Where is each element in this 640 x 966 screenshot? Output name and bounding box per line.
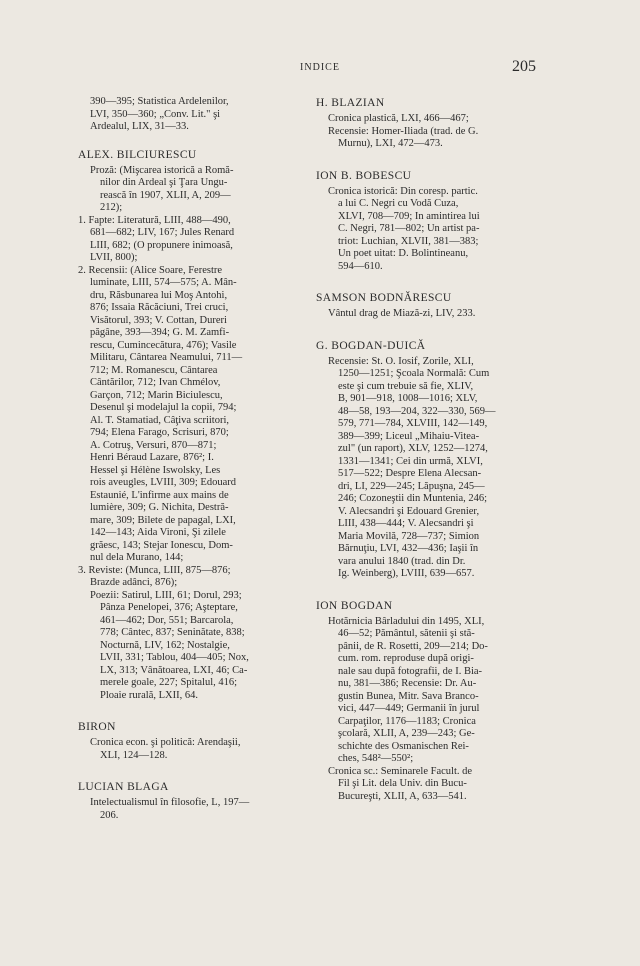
entry-line: 1331—1341; Cei din urmă, XLVI, [338,455,483,467]
entry-line: Ardealul, LIX, 31—33. [90,121,189,132]
entry-line: Hessel şi Hélène Iswolsky, Les [90,464,221,476]
entry-line: B, 901—918, 1008—1016; XLV, [338,393,478,404]
entry-line: este şi cum trebuie să fie, XLIV, [338,380,474,392]
entry-line: 3. Reviste: (Munca, LIII, 875—876; [78,564,231,576]
entry-line: nu, 381—386; Recensie: Dr. Au- [338,678,477,689]
entry-line: XLI, 124—128. [100,749,168,761]
entry-line: vara anului 1840 (trad. din Dr. [338,555,466,567]
index-entry [316,339,540,581]
running-header-title: INDICE [300,62,340,73]
entry-line: Poezii: Satirul, LIII, 61; Dorul, 293; [90,589,242,601]
entry-line: 681—682; LIV, 167; Jules Renard [90,227,235,238]
entry-line: Ig. Weinberg), LVIII, 639—657. [338,568,475,579]
entry-line: 389—399; Liceul „Mihaiu-Vitea- [338,430,480,442]
entry-line: şcolară, XLII, A, 239—243; Ge- [338,728,475,739]
entry-line: Fil şi Lit. dela Univ. din Bucu- [338,778,467,789]
entry-line: cum. rom. reproduse după origi- [338,653,474,664]
entry-line: 48—58, 193—204, 322—330, 569— [338,405,496,417]
index-entry [78,148,306,703]
author-name: BIRON [78,721,116,733]
author-name: G. BOGDAN-DUICĂ [316,339,426,352]
entry-line: Nocturnă, LIV, 162; Nostalgie, [100,639,230,651]
entry-line: A. Cotruş, Versuri, 870—871; [90,439,217,451]
entry-line: Pânza Penelopei, 376; Aşteptare, [100,602,238,613]
entry-line: nale sau după fotografii, de I. Bia- [338,665,483,677]
entry-line: LIII, 682; (O propunere inimoasă, [90,239,233,251]
entry-line: 212); [100,202,123,213]
entry-line: Carpaţilor, 1176—1183; Cronica [338,715,476,727]
index-entry [78,720,306,762]
entry-line: 1250—1251; Şcoala Normală: Cum [338,368,490,379]
right-column [316,96,540,803]
entry-line: XLVI, 708—709; In amintirea lui [338,210,480,222]
entry-line: Cronica sc.: Seminarele Facult. de [328,765,473,777]
entry-line: a lui C. Negri cu Vodă Cuza, [338,198,459,209]
index-entry [316,96,540,151]
entry-line: nilor din Ardeal şi Ţara Ungu- [100,177,228,188]
entry-line: merele goale, 227; Spitalul, 416; [100,677,238,688]
author-name: SAMSON BODNĂRESCU [316,292,452,304]
entry-line: pânii, de R. Rosetti, 209—214; Do- [338,640,488,652]
author-name: LUCIAN BLAGA [78,781,169,793]
index-entry [316,291,540,321]
entry-line: 594—610. [338,260,383,272]
entry-line: rescu, Cumincecătura, 476); Vasile [90,339,237,351]
continued-entry [78,96,306,134]
entry-line: Henri Béraud Lazare, 876²; I. [90,452,214,463]
entry-line: Maria Movilă, 728—737; Simion [338,530,480,542]
entry-line: zul" (un raport), XLV, 1252—1274, [338,443,488,454]
entry-line: 1. Fapte: Literatură, LIII, 488—490, [78,214,231,226]
entry-line: luminate, LIII, 574—575; A. Mân- [90,277,237,288]
entry-line: 46—52; Pământul, sătenii şi stă- [338,628,475,639]
entry-line: Cântărilor, 712; Ivan Chmélov, [90,377,221,388]
entry-line: schichte des Osmanischen Rei- [338,740,469,752]
entry-line: LVII, 800); [90,252,138,263]
author-name: H. BLAZIAN [316,97,385,109]
author-name: ION BOGDAN [316,599,393,612]
entry-line: Un poet uitat: D. Bolintineanu, [338,248,469,259]
entry-line: grăesc, 143; Stejar Ionescu, Dom- [90,539,233,551]
entry-line: Recensie: St. O. Iosif, Zorile, XLI, [328,355,474,367]
entry-line: Murnu), LXI, 472—473. [338,138,443,149]
entry-line: dru, Răsbunarea lui Moş Antohi, [90,289,228,301]
entry-line: Recensie: Homer-Iliada (trad. de G. [328,125,479,137]
entry-line: mare, 309; Bilete de papagal, LXI, [90,514,236,526]
entry-line: rească în 1907, XLII, A, 209— [100,189,231,201]
entry-line: 390—395; Statistica Ardelenilor, [90,96,229,107]
entry-line: 794; Elena Farago, Scrisuri, 870; [90,427,229,438]
entry-line: Cronica plastică, LXI, 466—467; [328,113,469,124]
author-name: ION B. BOBESCU [316,169,412,182]
entry-line: Visătorul, 393; V. Cottan, Dureri [90,314,227,326]
entry-line: 2. Recensii: (Alice Soare, Ferestre [78,264,223,276]
index-entry [316,599,540,804]
entry-line: Proză: (Mişcarea istorică a Romă- [90,164,234,176]
entry-line: Bucureşti, XLII, A, 633—541. [338,790,467,802]
entry-line: rois aveugles, LVIII, 309; Edouard [90,477,236,488]
entry-line: V. Alecsandri şi Edouard Grenier, [338,505,480,517]
left-column [78,96,306,822]
entry-line: păgâne, 393—394; G. M. Zamfi- [90,327,230,338]
entry-line: Vântul drag de Miază-zi, LIV, 233. [328,308,476,319]
entry-line: 461—462; Dor, 551; Barcarola, [100,614,234,626]
entry-line: Ploaie rurală, LXII, 64. [100,689,198,701]
entry-line: lumière, 309; G. Nichita, Destră- [90,502,229,513]
entry-line: 579, 771—784, XLVIII, 142—149, [338,418,488,429]
entry-line: 142—143; Aida Vironi, Şi zilele [90,527,226,538]
entry-line: Bărnuţiu, LVI, 432—436; Iaşii în [338,543,479,554]
entry-line: 517—522; Despre Elena Alecsan- [338,468,482,479]
entry-line: Intelectualismul în filosofie, L, 197— [90,797,250,808]
entry-line: Garçon, 712; Marin Biciulescu, [90,389,223,401]
entry-line: LX, 313; Vânătoarea, LXI, 46; Ca- [100,664,248,676]
entry-line: Cronica econ. şi politică: Arendaşii, [90,737,241,748]
entry-line: C. Negri, 781—802; Un artist pa- [338,223,480,234]
entry-line: Militaru, Cântarea Neamului, 711— [90,352,243,363]
author-name: ALEX. BILCIURESCU [78,148,197,161]
entry-line: Cronica istorică: Din coresp. partic. [328,185,478,197]
entry-line: LVI, 350—360; „Conv. Lit." şi [90,108,221,120]
entry-line: 778; Cântec, 837; Seninătate, 838; [100,627,245,638]
entry-line: vici, 447—449; Germanii în jurul [338,703,480,714]
entry-line: Estaunié, L'infirme aux mains de [90,489,229,501]
entry-line: 206. [100,809,119,821]
entry-line: gustin Bunea, Mitr. Sava Branco- [338,690,479,702]
entry-line: 712; M. Romanescu, Cântarea [90,364,218,376]
entry-line: LIII, 438—444; V. Alecsandri şi [338,518,474,529]
entry-line: 246; Cozoneştii din Muntenia, 246; [338,493,488,504]
entry-line: Brazde adânci, 876); [90,577,178,588]
entry-line: LVII, 331; Tablou, 404—405; Nox, [100,652,249,663]
entry-line: Al. T. Stamatiad, Câţiva scriitori, [90,414,230,426]
index-entry [316,169,540,274]
page-number: 205 [512,58,536,75]
entry-line: 876; Issaia Răcăciuni, Trei cruci, [90,302,229,313]
index-entry [78,780,306,822]
entry-line: ches, 548²—550²; [338,753,414,764]
entry-line: dri, LI, 229—245; Lăpuşna, 245— [338,480,485,492]
entry-line: Hotărnicia Bârladului din 1495, XLI, [328,615,485,627]
entry-line: Desenul şi modelajul la copii, 794; [90,402,237,413]
entry-line: nul dela Murano, 144; [90,552,184,563]
entry-line: triot: Luchian, XLVII, 381—383; [338,235,479,247]
